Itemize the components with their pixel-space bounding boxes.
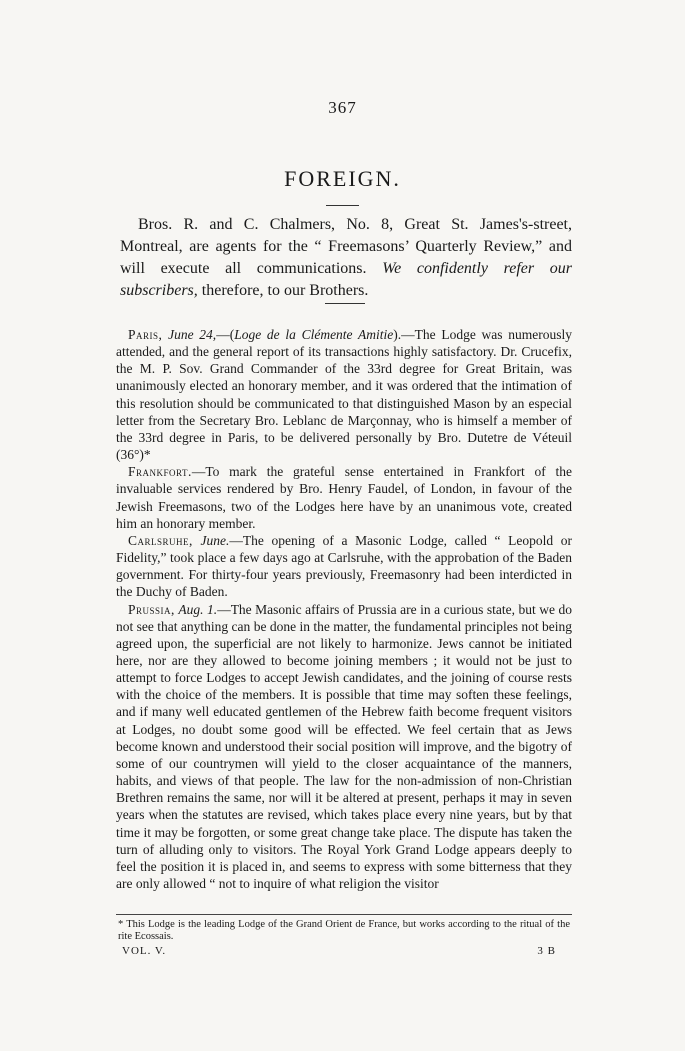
frankfort-paragraph: [116, 463, 572, 532]
prussia-text: —The Masonic affairs of Prussia are in a curious state, but we do not see that anything can be done in the matter, the fundamental principles not being agreed upon, the superficial are not likely to harmonize. Jews cannot be initiated here, nor are they allowed to become joining members ; it would not be just to attempt to force Lodges to accept Jewish candidates, and the joining of course rests with the choice of the members. It is possible that time may soften these feelings, and if many well educated gentlemen of the Hebrew faith become frequent visitors at Lodges, no doubt some good will be effected. We feel certain that as Jews become known and understood their social position will improve, and the bigotry of some of our countrymen will yield to the closer acquaintance of the manners, habits, and views of that people. The law for the non-admission of non-Christian Brethren remains the same, nor will it be altered at present, perhaps it may in seven years when the statutes are revised, which takes place every nine years, but by that time it may be forgotten, or some great change take place. The dispute has taken the turn of alluding only to visitors. The Royal York Grand Lodge appears deeply to feel the position it is placed in, and seems to express with some bitterness that they are only allowed “ not to inquire of what religion the visitor: [116, 601, 573, 891]
carlsruhe-date: June.: [200, 532, 230, 548]
volume-signature: VOL. V.: [122, 945, 167, 957]
intro-rule: [325, 303, 365, 304]
page-number: 367: [328, 98, 357, 117]
paris-paragraph: [116, 326, 572, 463]
footnote-rule: [116, 914, 572, 915]
paris-place: Paris,: [128, 327, 163, 342]
section-heading: FOREIGN.: [284, 166, 401, 191]
intro-text: Bros. R. and C. Chalmers, No. 8, Great St. James's-street, Montreal, are agents for the “ Freemasons’ Quarterly Review,” and will execute all communications.: [120, 216, 572, 277]
footnote: * This Lodge is the leading Lodge of the Grand Orient de France, but works according to the ritual of the rite Ecossais.: [118, 919, 570, 942]
paris-lodge-open: —(: [216, 327, 235, 342]
carlsruhe-text: —The opening of a Masonic Lodge, called “ Leopold or Fidelity,” took place a few days ago at Carlsruhe, with the approbation of the Baden government. For thirty-four years previously, Freemasonry had been interdicted in the Duchy of Baden.: [116, 532, 572, 600]
sheet-signature: 3 B: [537, 945, 556, 957]
frankfort-text: —To mark the grateful sense entertained in Frankfort of the invaluable services rendered by Bro. Henry Faudel, of London, in favour of the Jewish Freemasons, two of the Lodges here have by an unanimous vote, created him an honorary member.: [116, 464, 572, 531]
prussia-place: Prussia,: [128, 601, 175, 617]
frankfort-place: Frankfort.: [128, 464, 192, 480]
intro-italic-text: We confidently refer our subscribers,: [120, 260, 573, 299]
paris-date: June 24,: [168, 327, 217, 342]
paris-lodge: Loge de la Clémente Amitie: [234, 327, 394, 342]
heading-rule: [326, 205, 359, 206]
intro-text-end: therefore, to our Brothers.: [197, 282, 369, 299]
intro-paragraph: [120, 214, 572, 302]
carlsruhe-paragraph: [116, 532, 572, 601]
carlsruhe-place: Carlsruhe,: [128, 532, 193, 548]
paris-text: ).—The Lodge was numerously attended, and the general report of its transactions highly satisfactory. Dr. Crucefix, the M. P. Sov. Grand Commander of the 33rd degree for Great Britain, was unanimously elected an honorary member, and it was ordered that the intimation of this resolution should be communicated to that distinguished Mason by an especial letter from the Secretary Bro. Leblanc de Marçonnay, who is himself a member of the 33rd degree in Paris, to be delivered personally by Bro. Dutetre de Véteuil (36°)*: [116, 327, 572, 463]
prussia-date: Aug. 1.: [178, 601, 218, 617]
news-body: [116, 326, 572, 892]
prussia-paragraph: [116, 601, 572, 893]
